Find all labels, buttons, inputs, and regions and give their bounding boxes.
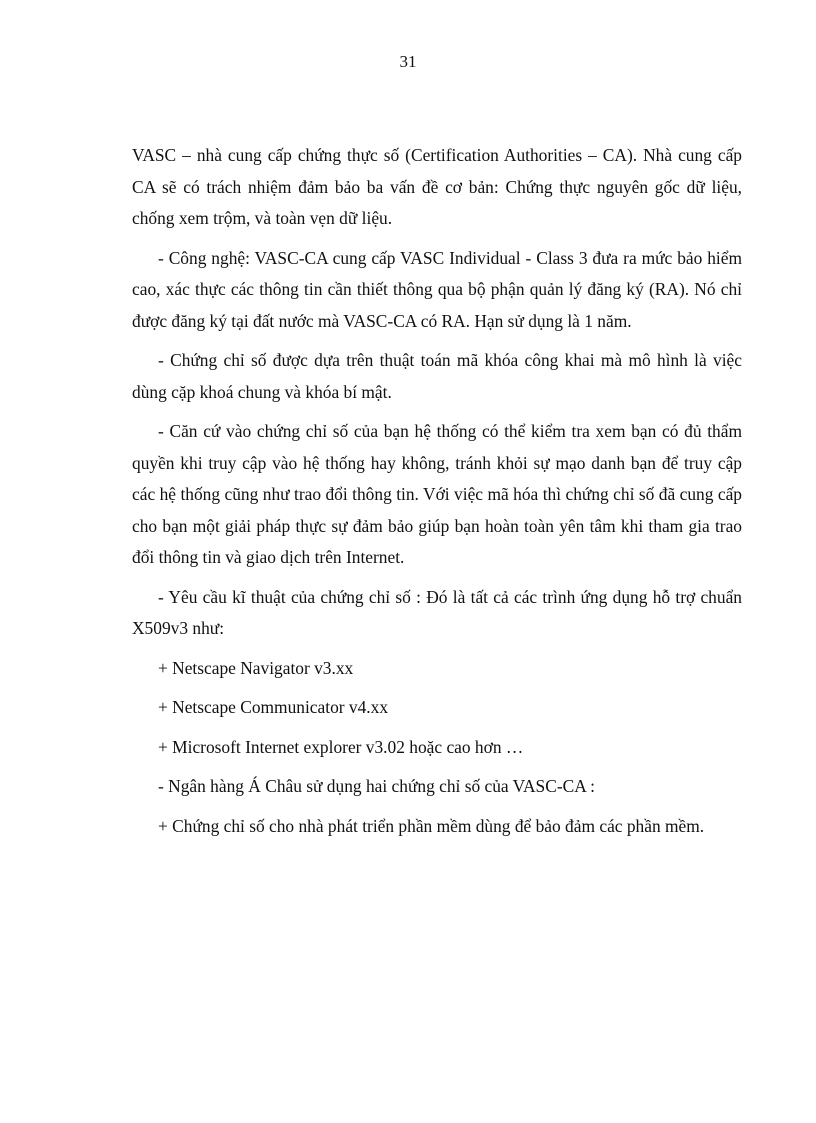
paragraph-acb-usage: - Ngân hàng Á Châu sử dụng hai chứng chỉ số của VASC-CA : [158, 776, 595, 796]
paragraph-requirements: - Yêu cầu kĩ thuật của chứng chỉ số : Đó là tất cả các trình ứng dụng hỗ trợ chuẩn X509v3 như: [132, 586, 742, 638]
paragraph-certificate-basis: - Chứng chỉ số được dựa trên thuật toán mã khóa công khai mà mô hình là việc dùng cặp khoá chung và khóa bí mật. [132, 350, 742, 402]
paragraph-intro: VASC – nhà cung cấp chứng thực số (Certification Authorities – CA). Nhà cung cấp CA sẽ có trách nhiệm đảm bảo ba vấn đề cơ bản: Chứng thực nguyên gốc dữ liệu, chống xem trộm, và toàn vẹn dữ liệu. [132, 145, 742, 228]
list-item-navigator: + Netscape Navigator v3.xx [158, 657, 354, 678]
list-item-communicator: + Netscape Communicator v4.xx [158, 697, 389, 717]
page-number: 31 [399, 52, 417, 71]
body-text [132, 140, 742, 842]
paragraph-certificate-use: - Căn cứ vào chứng chỉ số của bạn hệ thống có thể kiểm tra xem bạn có đủ thẩm quyền khi truy cập vào hệ thống hay không, tránh khỏi sự mạo danh bạn để truy cập các hệ thống cũng như trao đổi thông tin. Với việc mã hóa thì chứng chỉ số đã cung cấp cho bạn một giải pháp thực sự đảm bảo giúp bạn hoàn toàn yên tâm khi tham gia trao đổi thông tin và giao dịch trên Internet. [132, 421, 742, 567]
paragraph-technology: - Công nghệ: VASC-CA cung cấp VASC Individual - Class 3 đưa ra mức bảo hiểm cao, xác thực các thông tin cần thiết thông qua bộ phận quản lý đăng ký (RA). Nó chỉ được đăng ký tại đất nước mà VASC-CA có RA. Hạn sử dụng là 1 năm. [132, 247, 742, 331]
list-item-developer-certificate: + Chứng chỉ số cho nhà phát triển phần mềm dùng để bảo đảm các phần mềm. [158, 815, 705, 836]
list-item-explorer: + Microsoft Internet explorer v3.02 hoặc cao hơn … [158, 736, 524, 757]
